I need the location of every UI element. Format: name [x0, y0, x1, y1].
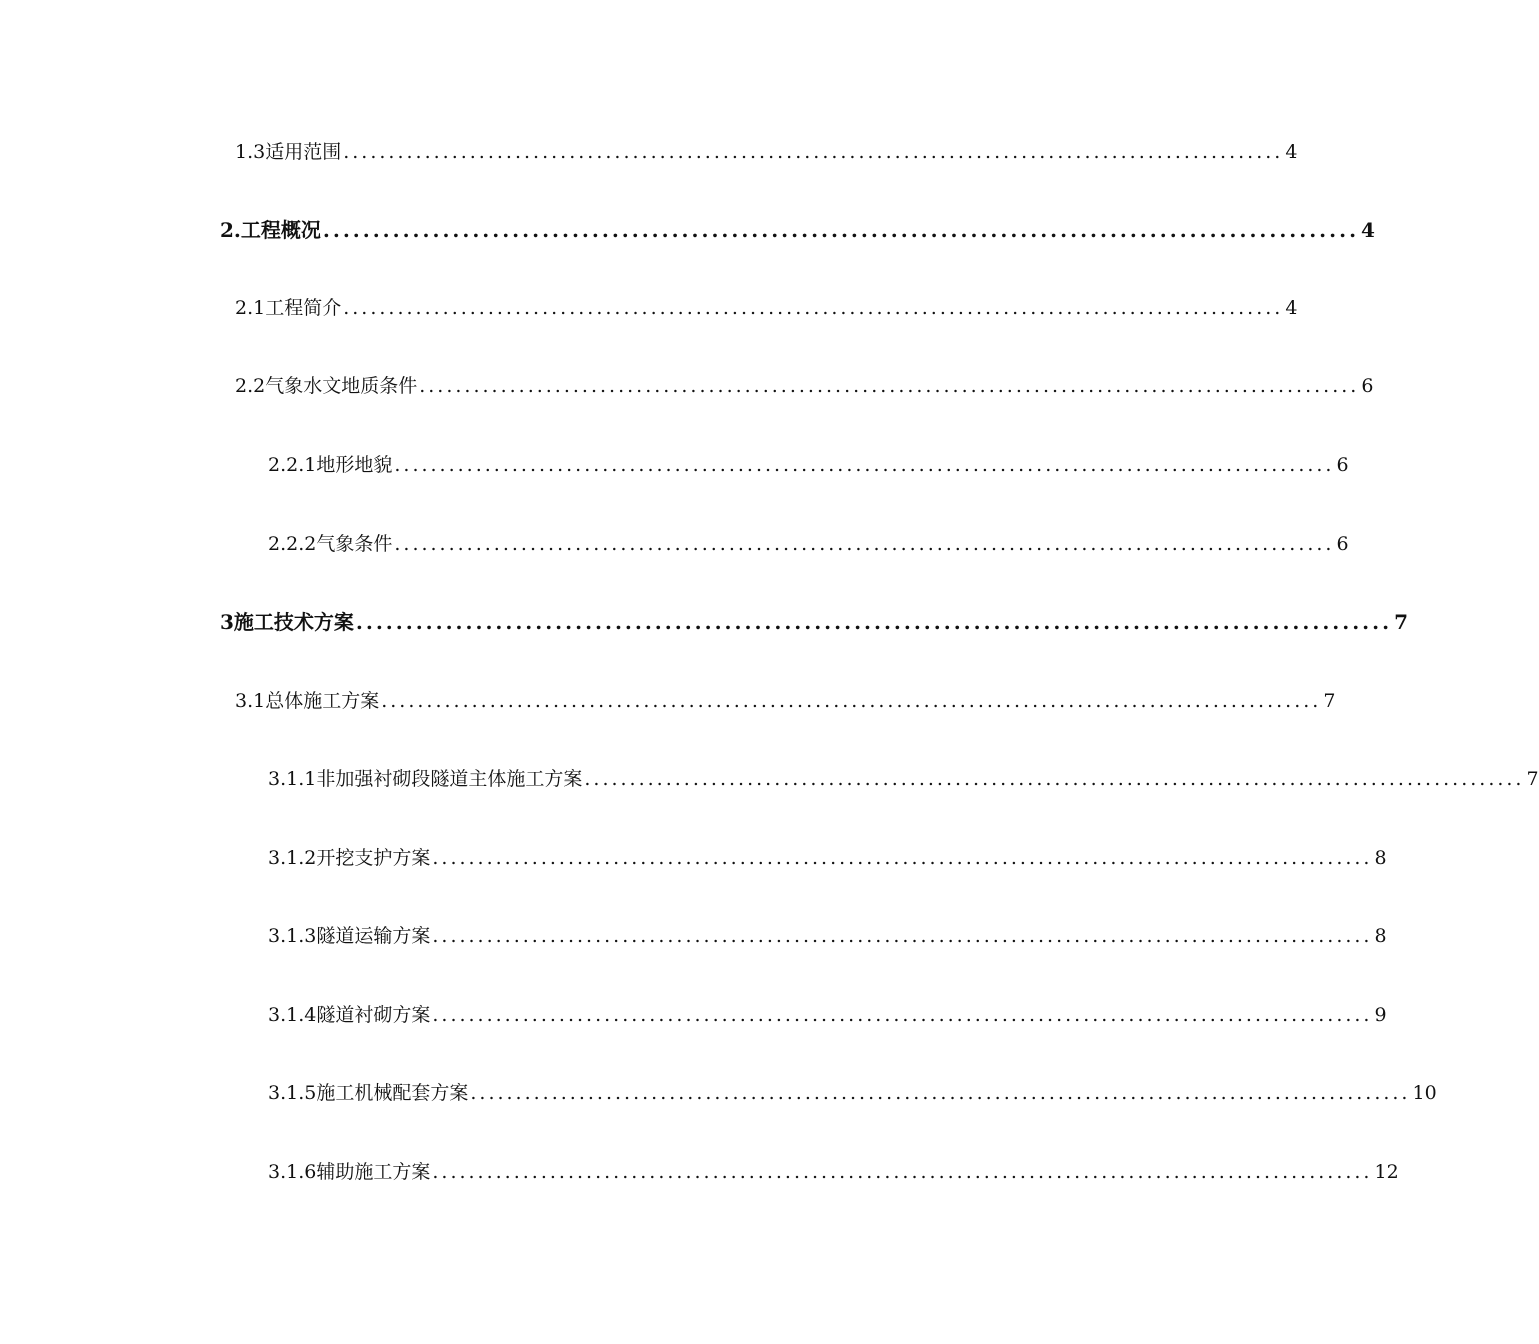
toc-entry-title: 3.1.4隧道衬砌方案 [268, 1004, 431, 1026]
toc-entry-title: 2.1工程简介 [235, 297, 342, 319]
toc-entry-2-2[interactable] [235, 371, 1374, 401]
toc-page-number: 10 [1412, 1082, 1437, 1104]
toc-entry-3-1-4[interactable] [268, 1000, 1387, 1030]
toc-entry-2[interactable] [220, 215, 1375, 245]
toc-dot-leader: ........................................................................................................ [343, 297, 1284, 319]
toc-dot-leader: ........................................................................................................ [432, 1004, 1373, 1026]
toc-dot-leader: ........................................................................................................ [432, 1161, 1373, 1183]
toc-dot-leader: ........................................................................................................ [584, 768, 1525, 790]
toc-dot-leader: ........................................................................................................ [343, 141, 1284, 163]
toc-entry-title: 3.1.1非加强衬砌段隧道主体施工方案 [268, 768, 583, 790]
toc-dot-leader: ........................................................................................................ [470, 1082, 1411, 1104]
toc-entry-1-3[interactable] [235, 137, 1298, 167]
toc-entry-title: 3.1.2开挖支护方案 [268, 847, 431, 869]
toc-dot-leader: ........................................................................................................ [381, 690, 1322, 712]
toc-page-number: 4 [1285, 297, 1298, 319]
toc-dot-leader: ........................................................................................................ [419, 375, 1360, 397]
toc-dot-leader: ........................................................................................................ [394, 533, 1335, 555]
toc-dot-leader: ........................................................................................................ [355, 610, 1393, 634]
toc-entry-title: 2.工程概况 [220, 218, 321, 242]
toc-entry-3-1-6[interactable] [268, 1157, 1399, 1187]
toc-page-number: 8 [1374, 847, 1387, 869]
toc-entry-title: 3.1.6辅助施工方案 [268, 1161, 431, 1183]
toc-entry-3-1-5[interactable] [268, 1078, 1437, 1108]
toc-entry-title: 2.2气象水文地质条件 [235, 375, 418, 397]
toc-page-number: 7 [1323, 690, 1336, 712]
toc-page-number: 9 [1374, 1004, 1387, 1026]
toc-entry-title: 3.1总体施工方案 [235, 690, 380, 712]
toc-entry-2-1[interactable] [235, 293, 1298, 323]
toc-entry-2-2-1[interactable] [268, 450, 1349, 480]
toc-entry-title: 3.1.5施工机械配套方案 [268, 1082, 469, 1104]
toc-entry-title: 3.1.3隧道运输方案 [268, 925, 431, 947]
toc-entry-title: 2.2.1地形地貌 [268, 454, 393, 476]
toc-entry-title: 3施工技术方案 [220, 610, 354, 634]
toc-page-number: 6 [1361, 375, 1374, 397]
toc-entry-3-1[interactable] [235, 686, 1336, 716]
toc-entry-3[interactable] [220, 607, 1408, 637]
toc-page-number: 4 [1361, 218, 1375, 242]
toc-entry-3-1-3[interactable] [268, 921, 1387, 951]
toc-page-number: 7 [1526, 768, 1539, 790]
toc-entry-3-1-1[interactable] [268, 764, 1539, 794]
toc-page-number: 4 [1285, 141, 1298, 163]
toc-dot-leader: ........................................................................................................ [394, 454, 1335, 476]
toc-page-number: 7 [1394, 610, 1408, 634]
toc-entry-title: 1.3适用范围 [235, 141, 342, 163]
toc-page-number: 8 [1374, 925, 1387, 947]
toc-page-number: 6 [1336, 454, 1349, 476]
toc-dot-leader: ........................................................................................................ [322, 218, 1360, 242]
toc-dot-leader: ........................................................................................................ [432, 847, 1373, 869]
toc-entry-2-2-2[interactable] [268, 529, 1349, 559]
toc-dot-leader: ........................................................................................................ [432, 925, 1373, 947]
toc-page-number: 6 [1336, 533, 1349, 555]
toc-entry-title: 2.2.2气象条件 [268, 533, 393, 555]
toc-entry-3-1-2[interactable] [268, 843, 1387, 873]
toc-page-number: 12 [1374, 1161, 1399, 1183]
